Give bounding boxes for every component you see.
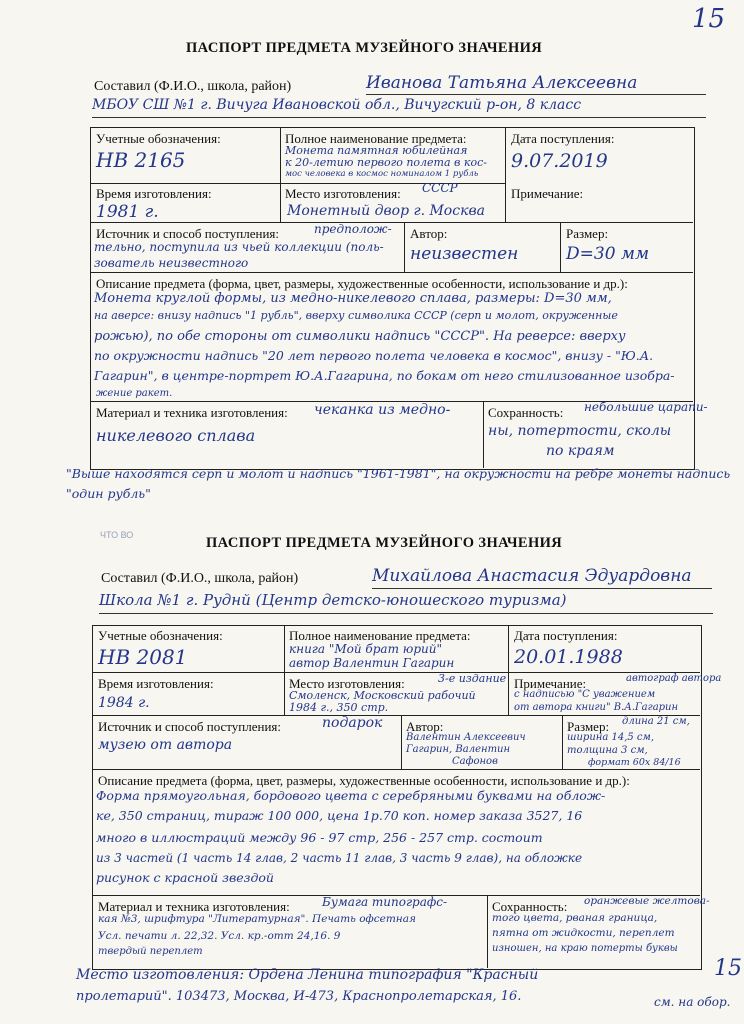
p1-grid-h3 xyxy=(90,272,693,273)
passport2-note-line1: автограф автора xyxy=(626,673,722,684)
passport1-size-label: Размер: xyxy=(566,226,609,241)
passport2-stamp-mark: ЧТО ВО xyxy=(100,530,134,540)
passport2-accounting-value: НВ 2081 xyxy=(98,645,188,669)
passport1-date-label: Дата поступления: xyxy=(511,131,615,146)
passport1-time-value: 1981 г. xyxy=(96,202,159,222)
p2-grid-v5 xyxy=(487,895,488,968)
passport2-material-line4: твердый переплет xyxy=(98,946,203,957)
passport1-description-line1: Монета круглой формы, из медно-никелевого сплава, размеры: D=30 мм, xyxy=(94,291,612,306)
passport1-fullname-label: Полное наименование предмета: xyxy=(285,131,467,146)
p1-grid-v2 xyxy=(505,127,506,222)
passport1-condition-label: Сохранность: xyxy=(488,405,564,420)
passport2-material-label: Материал и техника изготовления: xyxy=(98,899,290,914)
passport2-size-line2: ширина 14,5 см, xyxy=(567,732,654,743)
passport1-condition-line2: ны, потертости, сколы xyxy=(488,423,672,439)
passport2-date-label: Дата поступления: xyxy=(514,628,618,643)
passport2-fullname-line2: автор Валентин Гагарин xyxy=(289,656,455,670)
passport2-condition-line1: оранжевые желтова- xyxy=(584,895,710,907)
passport2-description-line3: много в иллюстраций между 96 - 97 стр, 256 - 257 стр. состоит xyxy=(96,830,543,845)
passport1-description-line6: жение ракет. xyxy=(96,388,173,399)
passport1-compiler-name: Иванова Татьяна Алексеевна xyxy=(366,73,638,93)
p1-grid-v1 xyxy=(280,127,281,222)
p2-grid-h2 xyxy=(92,715,700,716)
passport2-footnote-line1: Место изготовления: Ордена Ленина типография "Красный xyxy=(76,967,539,983)
passport1-compiler-underline xyxy=(366,94,706,95)
p2-grid-v3 xyxy=(401,715,402,769)
passport2-condition-label: Сохранность: xyxy=(492,899,568,914)
p2-grid-h3 xyxy=(92,769,700,770)
p1-grid-v4 xyxy=(560,222,561,272)
passport2-place-label: Место изготовления: xyxy=(289,676,405,691)
passport1-note-label: Примечание: xyxy=(511,186,584,201)
passport2-source-line2: музею от автора xyxy=(98,737,233,753)
passport2-title: ПАСПОРТ ПРЕДМЕТА МУЗЕЙНОГО ЗНАЧЕНИЯ xyxy=(206,535,563,551)
passport2-date-value: 20.01.1988 xyxy=(514,646,623,668)
passport1-material-line2: никелевого сплава xyxy=(96,426,256,445)
passport2-time-label: Время изготовления: xyxy=(98,676,214,691)
passport2-description-line4: из 3 частей (1 часть 14 глав, 2 часть 11 глав, 3 часть 9 глав), на обложке xyxy=(96,851,583,865)
passport2-fullname-label: Полное наименование предмета: xyxy=(289,628,471,643)
passport1-source-line3: зователь неизвестного xyxy=(94,256,249,270)
passport1-description-line3: рожью), по обе стороны от символики надпись "СССР". На реверсе: вверху xyxy=(94,329,626,344)
passport1-source-line1: предполож- xyxy=(314,222,392,236)
passport1-place-line1: СССР xyxy=(422,181,458,195)
passport2-note-line2: с надписью "С уважением xyxy=(514,689,656,700)
passport1-place-label: Место изготовления: xyxy=(285,186,401,201)
passport2-condition-line3: пятна от жидкости, переплет xyxy=(492,927,675,939)
passport2-description-line5: рисунок с красной звездой xyxy=(96,870,274,885)
passport1-size-value: D=30 мм xyxy=(566,244,650,264)
passport2-compiler-underline xyxy=(372,588,712,589)
passport2-condition-line2: того цвета, рваная граница, xyxy=(492,912,658,924)
passport1-place-line2: Монетный двор г. Москва xyxy=(287,203,485,219)
passport1-description-line5: Гагарин", в центре-портрет Ю.А.Гагарина, по бокам от него стилизованное изобра- xyxy=(94,368,675,383)
p1-grid-h1 xyxy=(90,183,280,184)
passport2-author-line1: Валентин Алексеевич xyxy=(406,732,526,743)
passport2-material-line2: кая №3, шрифтура "Литературная". Печать офсетная xyxy=(98,913,416,925)
passport1-footnote-line2: "один рубль" xyxy=(66,486,151,501)
passport2-size-line1: длина 21 см, xyxy=(622,716,690,727)
passport1-description-label: Описание предмета (форма, цвет, размеры, художественные особенности, использование и др.): xyxy=(96,276,628,291)
passport2-compiler-label: Составил (Ф.И.О., школа, район) xyxy=(101,571,299,586)
passport1-description-line4: по окружности надпись "20 лет первого полета человека в космос", внизу - "Ю.А. xyxy=(94,348,654,363)
passport2-time-value: 1984 г. xyxy=(98,695,150,711)
passport2-compiler-underline-2 xyxy=(99,613,713,614)
passport1-author-value: неизвестен xyxy=(410,244,519,264)
passport1-material-line1: чеканка из медно- xyxy=(314,402,451,418)
passport1-condition-line1: небольшие царапи- xyxy=(584,400,708,414)
passport2-source-label: Источник и способ поступления: xyxy=(98,719,282,734)
passport1-title: ПАСПОРТ ПРЕДМЕТА МУЗЕЙНОГО ЗНАЧЕНИЯ xyxy=(186,40,543,56)
p2-grid-h1 xyxy=(92,672,700,673)
page-number-bottom: 15 xyxy=(714,956,742,981)
p1-grid-v3 xyxy=(404,222,405,272)
passport2-compiler-school: Школа №1 г. Руднй (Центр детско-юношеского туризма) xyxy=(99,591,567,609)
passport1-time-label: Время изготовления: xyxy=(96,186,212,201)
p2-grid-v4 xyxy=(562,715,563,769)
passport2-material-line1: Бумага типографс- xyxy=(322,895,448,909)
passport1-author-label: Автор: xyxy=(410,226,448,241)
passport2-author-line2: Гагарин, Валентин xyxy=(406,744,511,755)
passport1-condition-line3: по краям xyxy=(546,443,615,459)
passport2-accounting-label: Учетные обозначения: xyxy=(98,628,223,643)
passport1-accounting-value: НВ 2165 xyxy=(96,148,186,172)
passport1-accounting-label: Учетные обозначения: xyxy=(96,131,221,146)
passport1-fullname-line1: Монета памятная юбилейная xyxy=(285,144,468,157)
passport1-footnote-line1: "Выше находятся серп и молот и надпись "1961-1981", на окружности на ребре монеты надпись xyxy=(66,466,731,481)
passport2-compiler-name: Михайлова Анастасия Эдуардовна xyxy=(372,566,692,586)
passport1-fullname-line3: мос человека в космос номиналом 1 рубль xyxy=(285,169,479,179)
passport1-compiler-school: МБОУ СШ №1 г. Вичуга Ивановской обл., Вичугский р-он, 8 класс xyxy=(92,97,582,113)
passport2-description-label: Описание предмета (форма, цвет, размеры, художественные особенности, использование и др.): xyxy=(98,773,630,788)
passport1-fullname-line2: к 20-летию первого полета в кос- xyxy=(285,156,488,169)
p1-grid-h1b xyxy=(280,183,505,184)
passport1-source-line2: тельно, поступила из чьей коллекции (поль- xyxy=(94,240,384,254)
passport2-author-label: Автор: xyxy=(406,719,444,734)
p2-grid-v2 xyxy=(508,625,509,715)
p1-grid-v5 xyxy=(483,401,484,468)
passport2-size-label: Размер: xyxy=(567,719,610,734)
passport2-place-line3: 1984 г., 350 стр. xyxy=(289,701,389,714)
passport2-author-line3: Сафонов xyxy=(452,756,498,767)
passport2-place-line2: Смоленск, Московский рабочий xyxy=(289,689,476,702)
passport1-compiler-underline-2 xyxy=(92,117,706,118)
passport2-description-line2: ке, 350 страниц, тираж 100 000, цена 1р.70 коп. номер заказа 3527, 16 xyxy=(96,808,583,823)
passport2-size-line4: формат 60x 84/16 xyxy=(588,757,681,768)
passport1-description-line2: на аверсе: внизу надпись "1 рубль", вверху символика СССР (серп и молот, окруженные xyxy=(94,309,618,322)
passport1-date-value: 9.07.2019 xyxy=(511,150,608,172)
passport2-material-line3: Усл. печати л. 22,32. Усл. кр.-отт 24,16. 9 xyxy=(98,930,341,942)
p2-grid-v1 xyxy=(284,625,285,715)
passport2-footnote-line2: пролетарий". 103473, Москва, И-473, Краснопролетарская, 16. xyxy=(76,989,522,1004)
passport1-compiler-label: Составил (Ф.И.О., школа, район) xyxy=(94,79,292,94)
passport2-description-line1: Форма прямоугольная, бордового цвета с серебряными буквами на облож- xyxy=(96,788,606,803)
passport2-source-line1: подарок xyxy=(322,715,383,731)
passport2-note-line3: от автора книги" В.А.Гагарин xyxy=(514,702,679,713)
passport1-source-label: Источник и способ поступления: xyxy=(96,226,280,241)
passport2-note-label: Примечание: xyxy=(514,676,587,691)
passport2-fullname-line1: книга "Мой брат юрий" xyxy=(289,642,442,656)
passport2-place-line1: 3-е издание xyxy=(438,672,507,685)
page-number: 15 xyxy=(692,4,726,34)
passport1-material-label: Материал и техника изготовления: xyxy=(96,405,288,420)
passport2-footnote-right: см. на обор. xyxy=(654,995,731,1009)
passport2-size-line3: толщина 3 см, xyxy=(567,745,648,756)
passport2-condition-line4: изношен, на краю потерты буквы xyxy=(492,943,678,954)
